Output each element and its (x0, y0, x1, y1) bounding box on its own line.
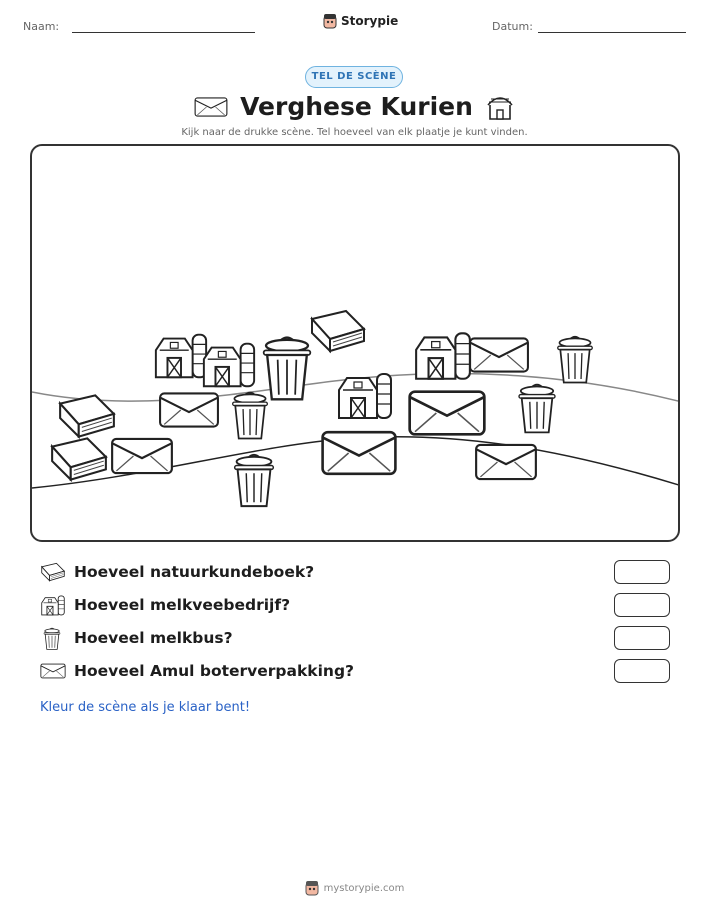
answer-box-book[interactable] (614, 560, 670, 584)
scene-barn-4 (416, 333, 470, 378)
scene-can-3 (558, 337, 593, 383)
name-label: Naam: (23, 20, 60, 33)
storypie-logo (323, 13, 398, 29)
page-title: Verghese Kurien (240, 92, 473, 121)
scene-can-1 (264, 338, 311, 400)
scene-package-4 (410, 392, 485, 435)
date-line[interactable] (538, 32, 686, 33)
storypie-mascot-icon (305, 880, 319, 896)
question-text: Hoeveel melkbus? (74, 629, 233, 647)
count-scene[interactable] (30, 144, 680, 542)
butter-package-icon (40, 660, 66, 682)
date-label: Datum: (492, 20, 533, 33)
scene-can-4 (519, 385, 555, 433)
barn-icon (40, 594, 66, 616)
scene-barn-1 (156, 335, 206, 378)
title-row (0, 92, 709, 121)
question-text: Hoeveel melkveebedrijf? (74, 596, 291, 614)
scene-book-2 (60, 395, 114, 436)
footer (0, 880, 709, 896)
question-text: Hoeveel Amul boterverpakking? (74, 662, 355, 680)
scene-package-6 (476, 445, 536, 479)
scene-drawing (32, 146, 680, 542)
milk-can-icon (40, 627, 64, 651)
brand-name: Storypie (341, 14, 399, 28)
count-scene-badge: TEL DE SCÈNE (305, 66, 403, 88)
question-row-book (40, 560, 670, 586)
question-row-package (40, 659, 670, 685)
hut-icon (485, 93, 515, 121)
answer-box-can[interactable] (614, 626, 670, 650)
answer-box-package[interactable] (614, 659, 670, 683)
scene-package-5 (323, 432, 396, 474)
scene-can-5 (235, 455, 274, 506)
question-row-barn (40, 593, 670, 619)
scene-book-1 (312, 311, 364, 351)
instructions: Kijk naar de drukke scène. Tel hoeveel van elk plaatje je kunt vinden. (181, 127, 528, 138)
storypie-mascot-icon (323, 13, 337, 29)
scene-package-3 (112, 439, 172, 473)
name-line[interactable] (72, 32, 255, 33)
question-row-can (40, 626, 670, 652)
coloring-note: Kleur de scène als je klaar bent! (40, 700, 251, 715)
butter-package-icon (194, 95, 228, 119)
scene-barn-2 (204, 344, 254, 387)
scene-can-2 (233, 393, 268, 439)
scene-book-3 (52, 438, 106, 479)
footer-url[interactable]: mystorypie.com (323, 882, 405, 894)
question-text: Hoeveel natuurkundeboek? (74, 563, 315, 581)
scene-barn-3 (339, 374, 391, 418)
scene-package-2 (470, 338, 528, 371)
scene-package-1 (160, 393, 218, 426)
book-icon (40, 561, 66, 583)
answer-box-barn[interactable] (614, 593, 670, 617)
